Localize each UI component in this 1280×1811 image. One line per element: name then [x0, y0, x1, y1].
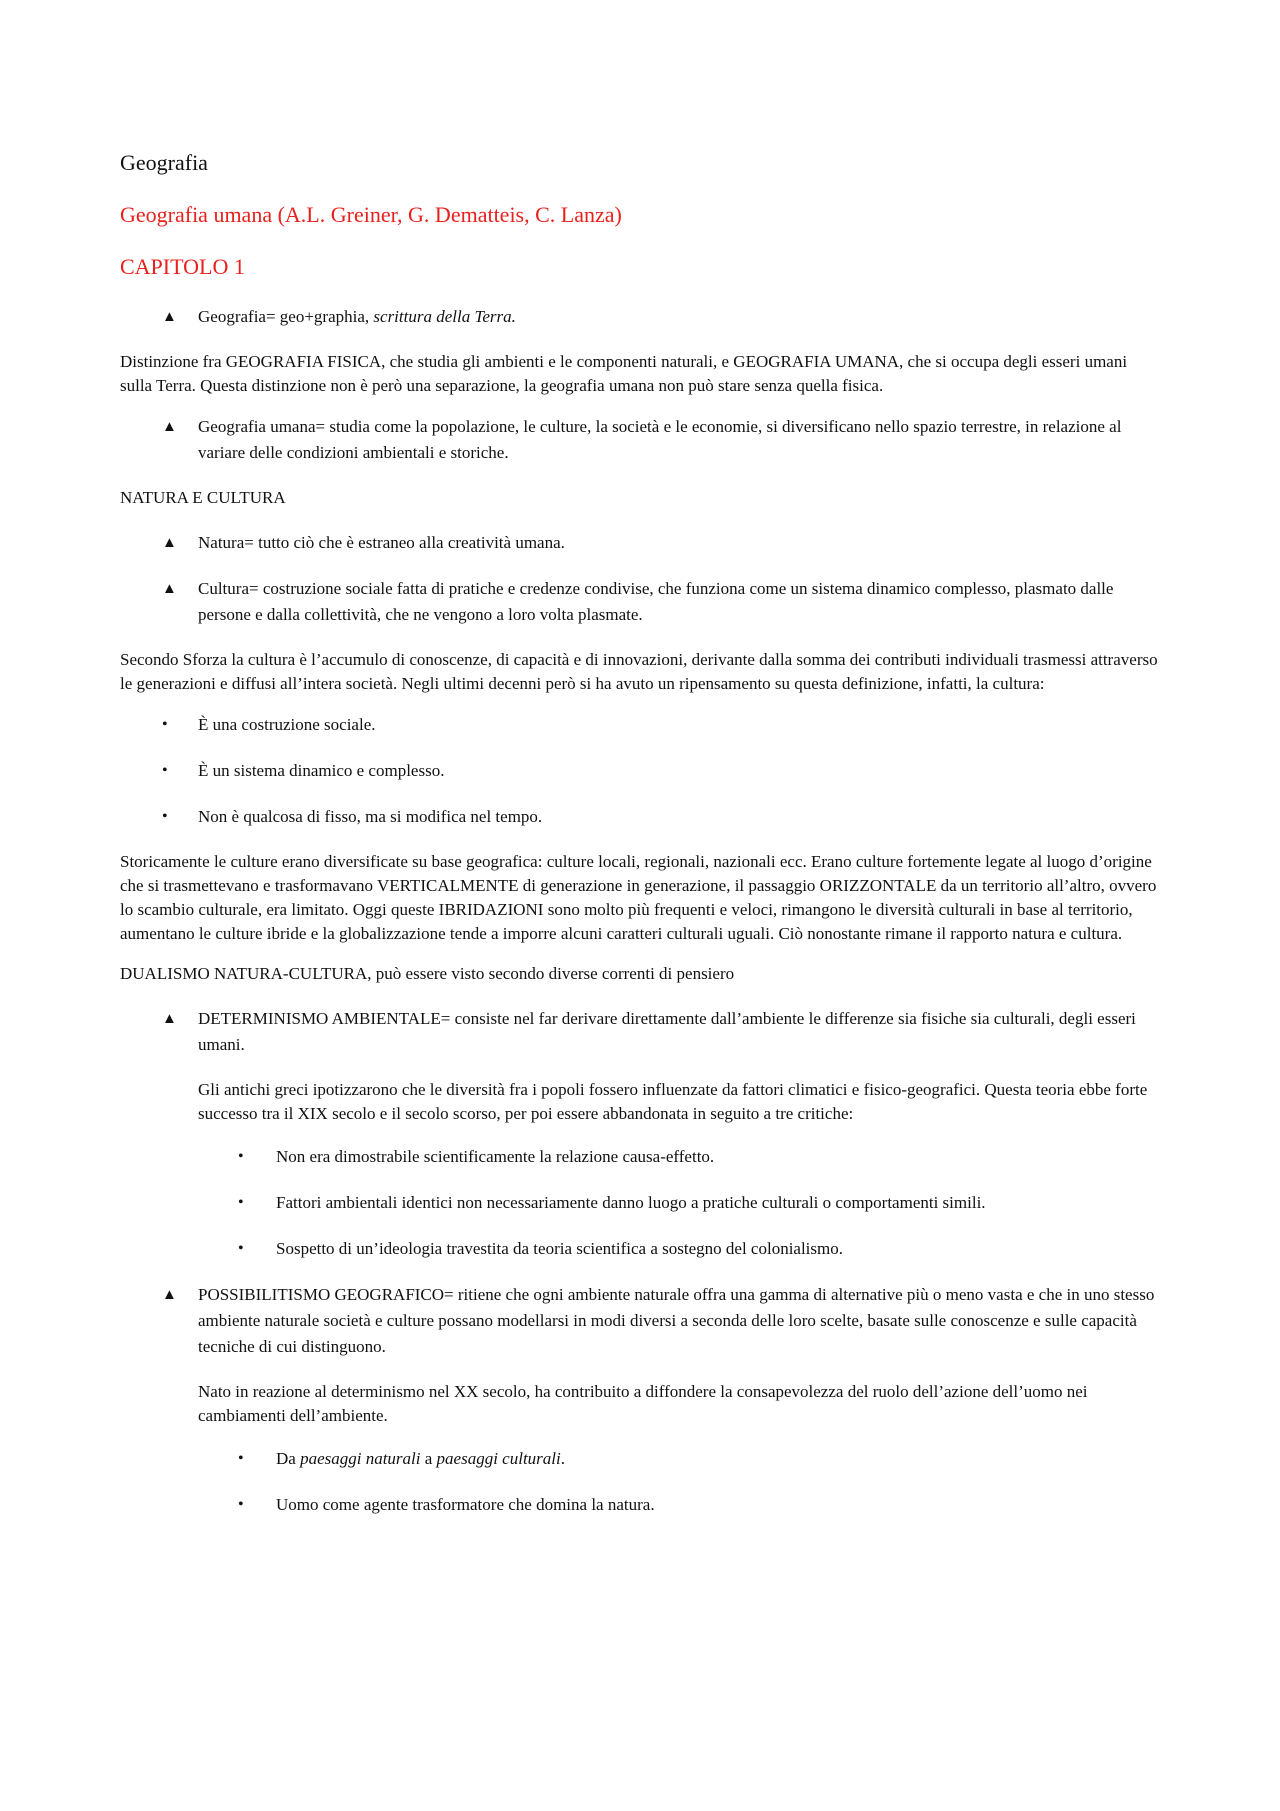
list-item [120, 1006, 1160, 1058]
book-reference: Geografia umana (A.L. Greiner, G. Dematteis, C. Lanza) [120, 202, 622, 227]
paragraph: Distinzione fra GEOGRAFIA FISICA, che studia gli ambienti e le componenti naturali, e GEOGRAFIA UMANA, che si occupa degli esseri umani sulla Terra. Questa distinzione non è però una separazione, la geografia umana non può stare senza quella fisica. [120, 352, 1128, 395]
item-text: Non era dimostrabile scientificamente la relazione causa-effetto. [276, 1147, 715, 1166]
item-italic-text: scrittura della Terra. [373, 307, 516, 326]
list-item [120, 576, 1160, 628]
item-text: Non è qualcosa di fisso, ma si modifica nel tempo. [198, 807, 543, 826]
item-text: DETERMINISMO AMBIENTALE= consiste nel far derivare direttamente dall’ambiente le differenze sia fisiche sia culturali, degli esseri umani. [198, 1009, 1136, 1054]
dot-bullet-icon: • [162, 808, 168, 825]
triangle-bullet-icon: ▲ [162, 1287, 177, 1303]
item-text: a [420, 1449, 437, 1468]
list-item [120, 414, 1160, 466]
dot-bullet-icon: • [238, 1450, 244, 1467]
indented-paragraph: Gli antichi greci ipotizzarono che le diversità fra i popoli fossero influenzate da fattori climatici e fisico-geografici. Questa teoria ebbe forte successo tra il XIX secolo e il secolo scorso, per poi essere abbandonata in seguito a tre critiche: [198, 1080, 1148, 1123]
document-title: Geografia [120, 150, 208, 175]
item-text: . [560, 1449, 565, 1468]
dot-bullet-icon: • [162, 762, 168, 779]
list-item [120, 530, 1160, 556]
list-item [120, 1446, 1160, 1472]
list-item [120, 1282, 1160, 1360]
item-text: POSSIBILITISMO GEOGRAFICO= ritiene che ogni ambiente naturale offra una gamma di alternative più o meno vasta e che in uno stesso ambiente naturale società e culture possano modellarsi in modi diversi a seconda delle loro scelte, basate sulle conoscenze e sulle capacità tecniche di cui distinguono. [198, 1285, 1155, 1356]
paragraph: Secondo Sforza la cultura è l’accumulo di conoscenze, di capacità e di innovazioni, derivante dalla somma dei contributi individuali trasmessi attraverso le generazioni e diffusi all’intera società. Negli ultimi decenni però si ha avuto un ripensamento su questa definizione, infatti, la cultura: [120, 650, 1158, 693]
section-heading: NATURA E CULTURA [120, 488, 286, 507]
document-page [120, 148, 1160, 1538]
item-text: È una costruzione sociale. [198, 715, 376, 734]
list-item [120, 1144, 1160, 1170]
triangle-bullet-icon: ▲ [162, 419, 177, 435]
item-text: Cultura= costruzione sociale fatta di pratiche e credenze condivise, che funziona come un sistema dinamico complesso, plasmato dalle persone e dalla collettività, che ne vengono a loro volta plasmate. [198, 579, 1114, 624]
triangle-bullet-icon: ▲ [162, 535, 177, 551]
dot-bullet-icon: • [238, 1496, 244, 1513]
item-text: Fattori ambientali identici non necessariamente danno luogo a pratiche culturali o comportamenti simili. [276, 1193, 986, 1212]
item-text: Uomo come agente trasformatore che domina la natura. [276, 1495, 655, 1514]
list-item [120, 304, 1160, 330]
list-item [120, 1492, 1160, 1518]
item-italic-text: paesaggi naturali [300, 1449, 421, 1468]
item-text: Geografia umana= studia come la popolazione, le culture, la società e le economie, si diversificano nello spazio terrestre, in relazione al variare delle condizioni ambientali e storiche. [198, 417, 1122, 462]
dot-bullet-icon: • [238, 1194, 244, 1211]
item-italic-text: paesaggi culturali [436, 1449, 561, 1468]
triangle-bullet-icon: ▲ [162, 581, 177, 597]
list-item [120, 758, 1160, 784]
indented-paragraph: Nato in reazione al determinismo nel XX secolo, ha contribuito a diffondere la consapevolezza del ruolo dell’azione dell’uomo nei cambiamenti dell’ambiente. [198, 1382, 1088, 1425]
item-text: Da [276, 1449, 301, 1468]
triangle-bullet-icon: ▲ [162, 309, 177, 325]
dot-bullet-icon: • [238, 1240, 244, 1257]
paragraph: Storicamente le culture erano diversificate su base geografica: culture locali, regionali, nazionali ecc. Erano culture fortemente legate al luogo d’origine che si trasmettevano e trasformavano VERTICALMENTE di generazione in generazione, il passaggio ORIZZONTALE da un territorio all’altro, ovvero lo scambio culturale, era limitato. Oggi queste IBRIDAZIONI sono molto più frequenti e veloci, rimangono le diversità culturali in base al territorio, aumentano le culture ibride e la globalizzazione tende a imporre alcuni caratteri culturali uguali. Ciò nonostante rimane il rapporto natura e cultura. [120, 852, 1157, 943]
list-item [120, 1236, 1160, 1262]
dot-bullet-icon: • [238, 1148, 244, 1165]
item-text: Natura= tutto ciò che è estraneo alla creatività umana. [198, 533, 565, 552]
list-item [120, 804, 1160, 830]
triangle-bullet-icon: ▲ [162, 1011, 177, 1027]
dot-bullet-icon: • [162, 716, 168, 733]
item-text: È un sistema dinamico e complesso. [198, 761, 445, 780]
list-item [120, 1190, 1160, 1216]
item-text: Geografia= geo+graphia, [198, 307, 374, 326]
list-item [120, 712, 1160, 738]
section-heading: DUALISMO NATURA-CULTURA, può essere visto secondo diverse correnti di pensiero [120, 964, 735, 983]
chapter-heading: CAPITOLO 1 [120, 254, 245, 279]
item-text: Sospetto di un’ideologia travestita da teoria scientifica a sostegno del colonialismo. [276, 1239, 843, 1258]
